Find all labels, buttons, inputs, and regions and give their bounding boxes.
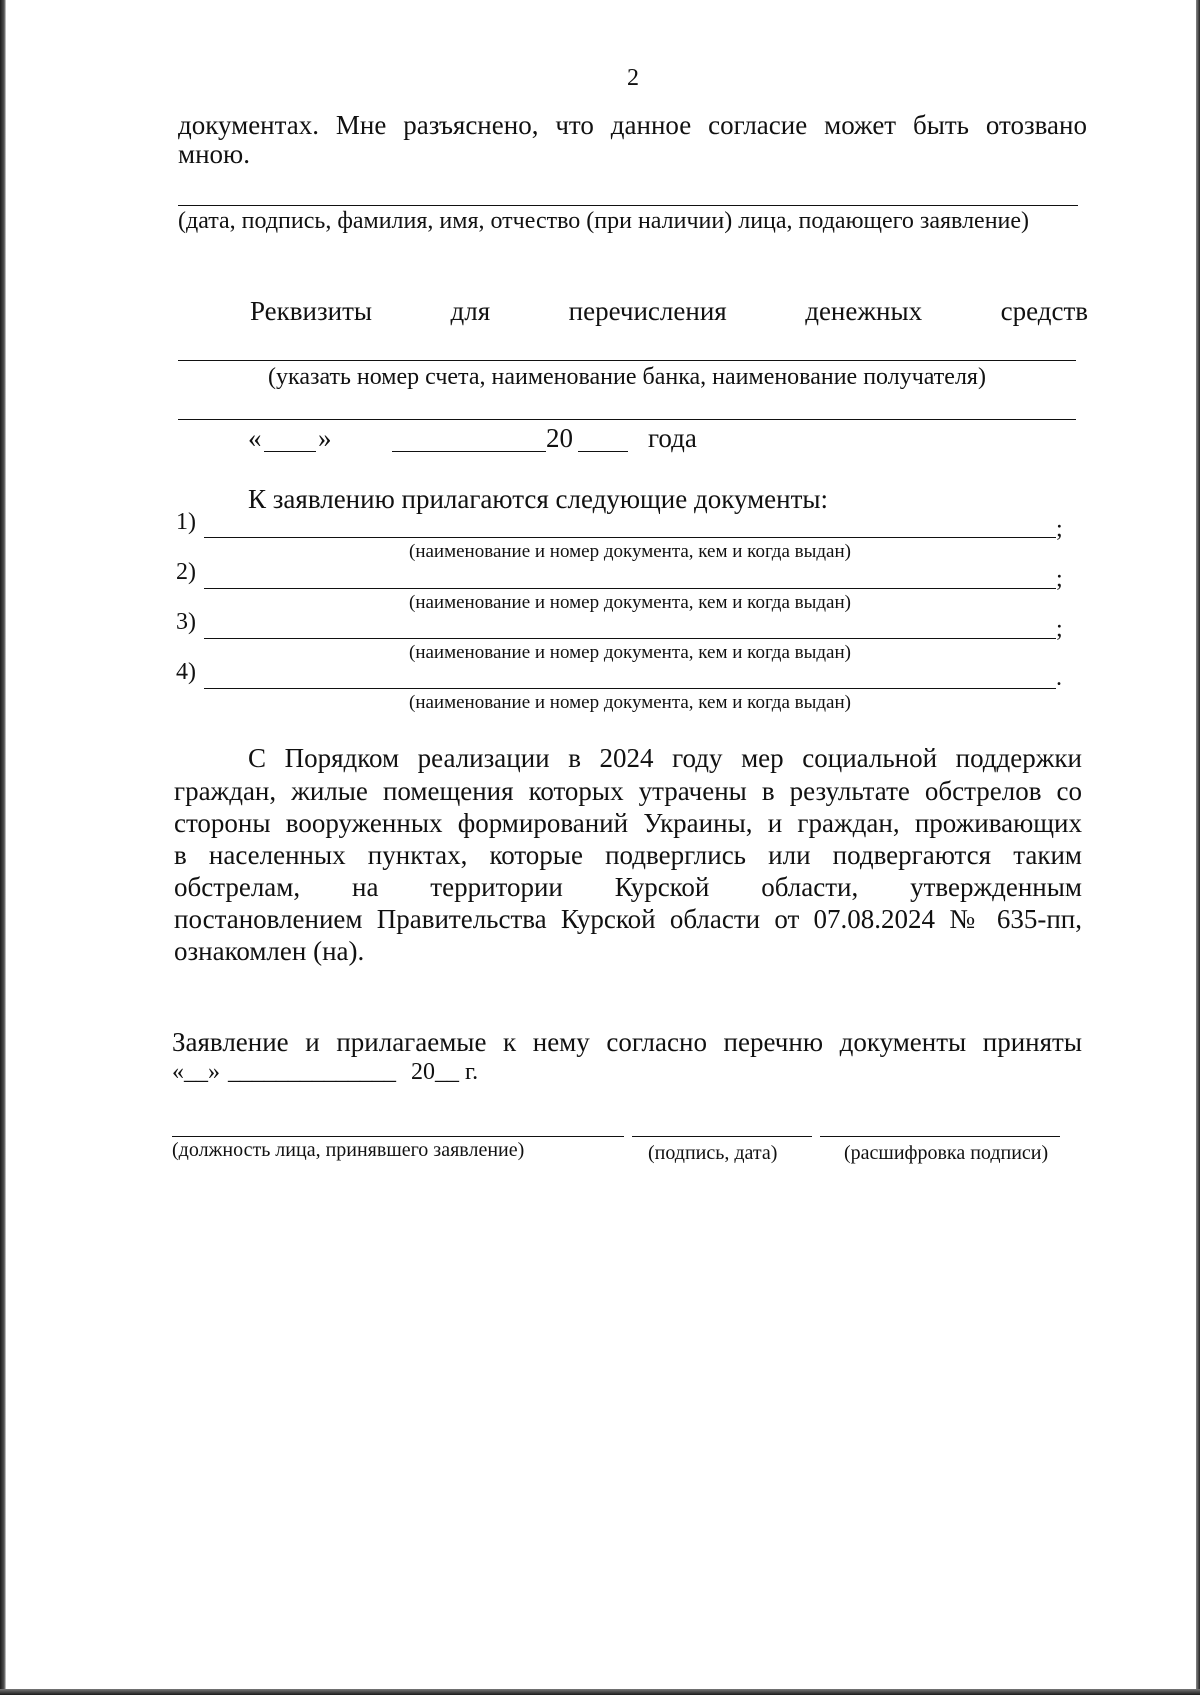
attachment-field-line[interactable]	[204, 638, 1056, 639]
procedure-line-1: С Порядком реализации в 2024 году мер социальной поддержки	[248, 743, 1082, 773]
signature-line[interactable]	[632, 1136, 812, 1137]
date-day-blank[interactable]	[264, 451, 316, 452]
attachment-caption: (наименование и номер документа, кем и когда выдан)	[409, 541, 851, 562]
attachment-end-mark: .	[1056, 665, 1062, 691]
requisites-word: Реквизиты	[250, 296, 373, 326]
scan-edge-right	[1196, 0, 1200, 1695]
requisites-word: денежных	[805, 296, 923, 326]
requisites-word: для	[450, 296, 491, 326]
date-year-blank[interactable]	[578, 451, 628, 452]
attachment-caption: (наименование и номер документа, кем и когда выдан)	[409, 692, 851, 713]
attachment-number: 1)	[176, 509, 196, 535]
procedure-last-line: ознакомлен (на).	[174, 936, 365, 966]
acceptance-line: Заявление и прилагаемые к нему согласно перечню документы приняты	[172, 1027, 1082, 1057]
requisites-field-line[interactable]	[178, 360, 1076, 361]
requisites-heading	[250, 296, 1088, 327]
attachment-end-mark: ;	[1056, 616, 1063, 642]
requisites-word: перечисления	[568, 296, 727, 326]
attachment-number: 4)	[176, 659, 196, 685]
consent-line-1: документах. Мне разъяснено, что данное согласие может быть отозвано	[178, 110, 1087, 140]
attachment-field-line[interactable]	[204, 537, 1056, 538]
decoding-caption: (расшифровка подписи)	[844, 1142, 1049, 1164]
consent-signature-line[interactable]	[178, 205, 1078, 206]
date-close-quote: »	[318, 423, 332, 453]
signature-caption: (подпись, дата)	[648, 1142, 778, 1164]
date-year-prefix: 20	[546, 423, 573, 453]
position-caption: (должность лица, принявшего заявление)	[172, 1139, 525, 1161]
attachment-caption: (наименование и номер документа, кем и когда выдан)	[409, 592, 851, 613]
attachment-field-line[interactable]	[204, 588, 1056, 589]
requisites-field-line-2[interactable]	[178, 419, 1076, 420]
acceptance-date-month: ______________	[228, 1059, 396, 1085]
date-open-quote: «	[248, 423, 262, 453]
page-number: 2	[627, 65, 639, 91]
decoding-signature-line[interactable]	[820, 1136, 1060, 1137]
procedure-line-4: в населенных пунктах, которые подверглись или подвергаются таким	[174, 840, 1082, 870]
acceptance-date-day: «__»	[172, 1059, 220, 1085]
procedure-line-6: постановлением Правительства Курской области от 07.08.2024 № 635-пп,	[174, 904, 1082, 934]
attachment-field-line[interactable]	[204, 688, 1056, 689]
attachment-number: 3)	[176, 609, 196, 635]
attachment-end-mark: ;	[1056, 566, 1063, 592]
acceptance-date-year: 20__ г.	[411, 1059, 479, 1085]
consent-caption: (дата, подпись, фамилия, имя, отчество (при наличии) лица, подающего заявление)	[178, 208, 1030, 234]
scan-edge-bottom	[0, 1689, 1200, 1695]
position-signature-line[interactable]	[172, 1136, 624, 1137]
procedure-line-5: обстрелам, на территории Курской области, утвержденным	[174, 872, 1082, 902]
attachment-end-mark: ;	[1056, 516, 1063, 542]
scan-edge-left	[0, 0, 6, 1695]
requisites-word: средств	[1000, 296, 1088, 326]
requisites-caption: (указать номер счета, наименование банка, наименование получателя)	[268, 364, 986, 390]
date-year-word: года	[648, 423, 697, 453]
consent-line-2: мною.	[178, 139, 250, 169]
procedure-line-2: граждан, жилые помещения которых утрачены в результате обстрелов со	[174, 776, 1082, 806]
date-month-blank[interactable]	[392, 451, 546, 452]
attachment-number: 2)	[176, 559, 196, 585]
attachment-caption: (наименование и номер документа, кем и когда выдан)	[409, 642, 851, 663]
attachments-heading: К заявлению прилагаются следующие документы:	[248, 484, 829, 514]
procedure-line-3: стороны вооруженных формирований Украины, и граждан, проживающих	[174, 808, 1082, 838]
